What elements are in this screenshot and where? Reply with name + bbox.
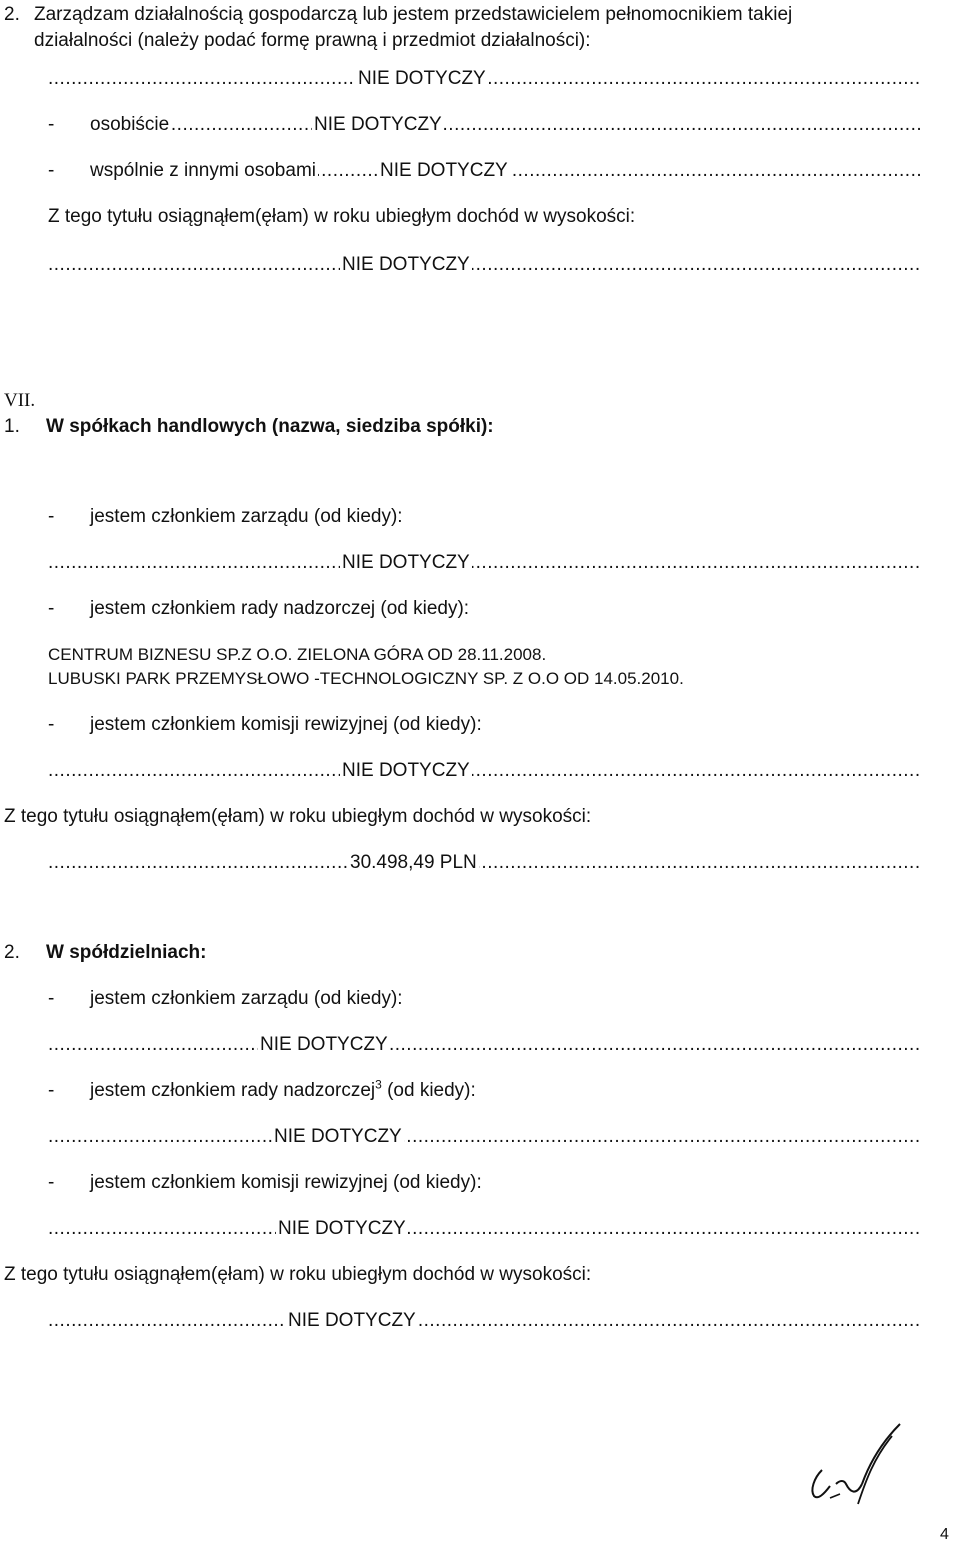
personally-label: ..... osobiście — [90, 114, 170, 135]
bullet-dash: - — [48, 714, 55, 735]
item1-number: 1. — [4, 416, 20, 437]
value-line-jointly — [90, 160, 920, 182]
item2-number: 2. — [4, 942, 20, 963]
value-main: ..... NIE DOTYCZY — [358, 68, 486, 89]
value-line-personally — [90, 114, 920, 136]
coop-income-label: Z tego tytułu osiągnąłem(ęłam) w roku ubiegłym dochód w wysokości: — [4, 1264, 592, 1285]
bullet-dash: - — [48, 1172, 55, 1193]
board-label: jestem członkiem zarządu (od kiedy): — [90, 506, 403, 527]
value-line-coop-supervisory — [48, 1126, 920, 1148]
value-line-board — [48, 552, 920, 574]
audit-value: ..... NIE DOTYCZY — [342, 760, 470, 781]
value-line-coop-income — [48, 1310, 920, 1332]
bullet-dash: - — [48, 506, 55, 527]
item-text-line2: działalności (należy podać formę prawną i przedmiot działalności): — [34, 30, 591, 51]
bullet-dash: - — [48, 1080, 55, 1101]
value-line-income — [48, 254, 920, 276]
personally-value: NIE DOTYCZY — [314, 114, 442, 135]
bullet-dash: - — [48, 114, 55, 135]
income-label-vii: Z tego tytułu osiągnąłem(ęłam) w roku ubiegłym dochód w wysokości: — [4, 806, 592, 827]
jointly-value: NIE DOTYCZY — [380, 160, 508, 181]
income-label: Z tego tytułu osiągnąłem(ęłam) w roku ubiegłym dochód w wysokości: — [48, 206, 636, 227]
section-roman-numeral: VII. — [4, 390, 36, 411]
value-line-income-vii — [48, 852, 920, 874]
income-value: ..... NIE DOTYCZY — [342, 254, 470, 275]
item1-title: W spółkach handlowych (nazwa, siedziba spółki): — [46, 416, 494, 437]
value-line-audit — [48, 760, 920, 782]
coop-audit-value: ..... NIE DOTYCZY — [278, 1218, 406, 1239]
coop-supervisory-label: jestem członkiem rady nadzorczej$^3$ (od kiedy): — [90, 1077, 476, 1101]
signature-image — [800, 1420, 910, 1510]
jointly-label: ..... wspólnie z innymi osobami — [90, 160, 316, 181]
bullet-dash: - — [48, 988, 55, 1009]
bullet-dash: - — [48, 598, 55, 619]
coop-income-value: ..... NIE DOTYCZY — [288, 1310, 416, 1331]
coop-board-label: jestem członkiem zarządu (od kiedy): — [90, 988, 403, 1009]
item2-title: W spółdzielniach: — [46, 942, 207, 963]
audit-label: jestem członkiem komisji rewizyjnej (od kiedy): — [90, 714, 482, 735]
supervisory-label: jestem członkiem rady nadzorczej (od kiedy): — [90, 598, 470, 619]
footnote-marker: 3 — [375, 1077, 382, 1092]
bullet-dash: - — [48, 160, 55, 181]
page-number: 4 — [940, 1526, 949, 1543]
supervisory-entry-1: CENTRUM BIZNESU SP.Z O.O. ZIELONA GÓRA OD 28.11.2008. — [48, 645, 547, 664]
coop-audit-label: jestem członkiem komisji rewizyjnej (od kiedy): — [90, 1172, 482, 1193]
item-number: 2. — [4, 4, 20, 25]
value-line-main — [48, 68, 920, 90]
value-line-coop-board — [48, 1034, 920, 1056]
coop-board-value: ..... NIE DOTYCZY — [260, 1034, 388, 1055]
supervisory-entry-2: LUBUSKI PARK PRZEMYSŁOWO -TECHNOLOGICZNY SP. Z O.O OD 14.05.2010. — [48, 669, 684, 688]
item-text-line1: Zarządzam działalnością gospodarczą lub jestem przedstawicielem pełnomocnikiem takiej — [34, 4, 793, 25]
value-line-coop-audit — [48, 1218, 920, 1240]
coop-supervisory-value: ..... NIE DOTYCZY — [274, 1126, 402, 1147]
income-value-vii: ..... 30.498,49 PLN — [350, 852, 477, 873]
board-value: ..... NIE DOTYCZY — [342, 552, 470, 573]
